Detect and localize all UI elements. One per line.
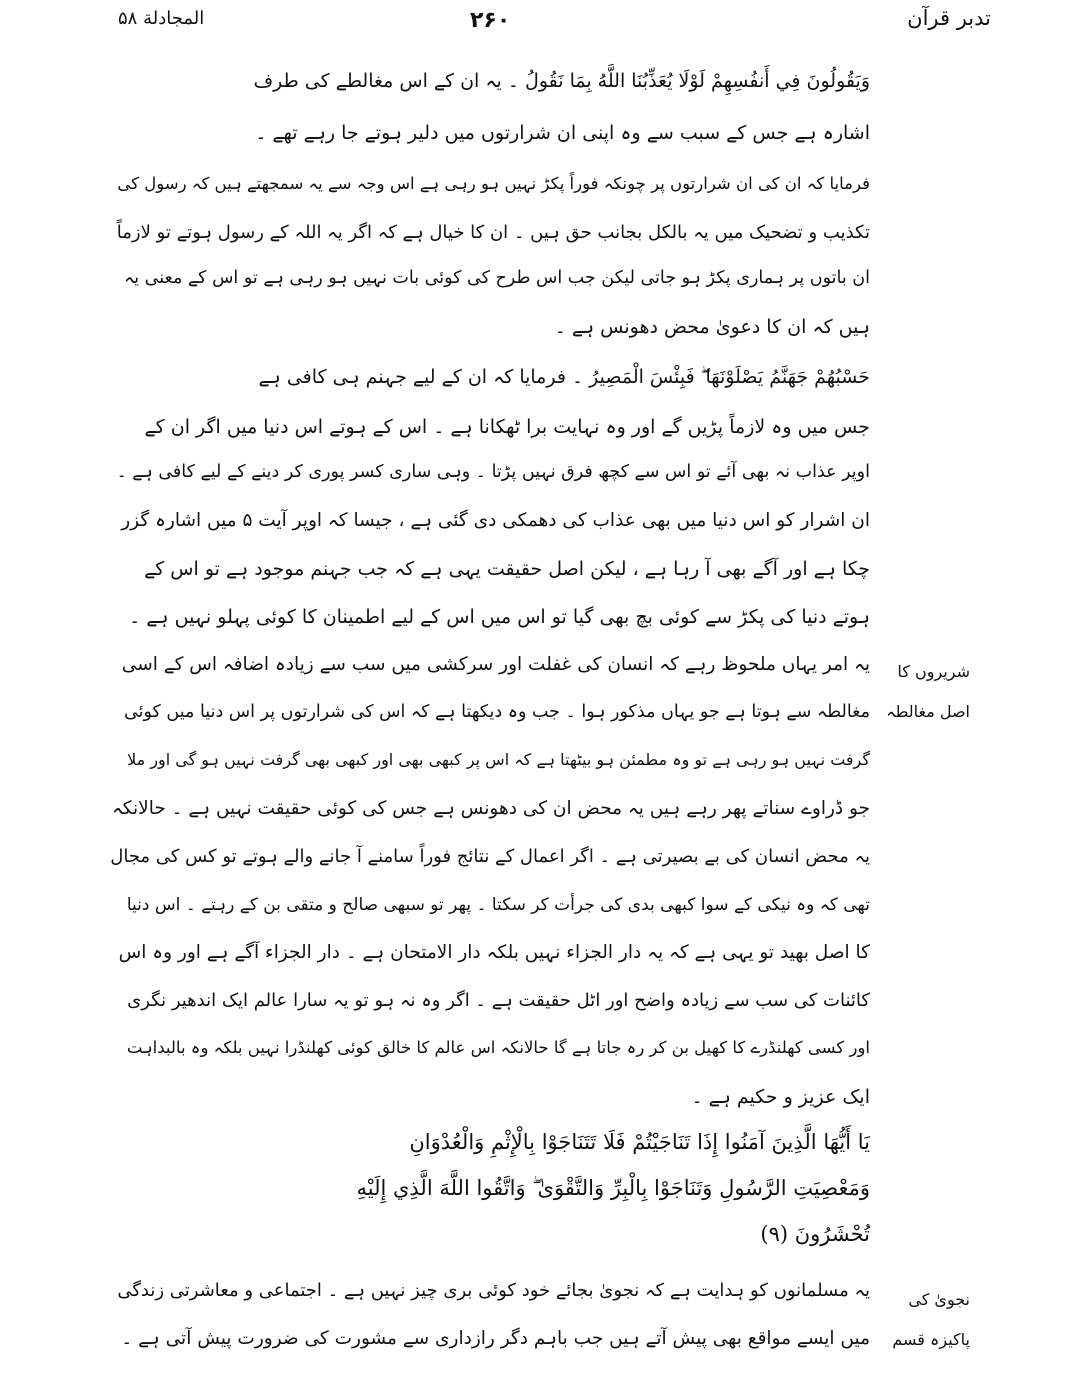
side-note-line: پاکیزہ قسم bbox=[892, 1330, 970, 1349]
text-line: میں ایسے مواقع بھی پیش آتے ہیں جب باہم دگر رازداری سے مشورت کی ضرورت پیش آتی ہے ۔ bbox=[121, 1328, 870, 1349]
text-line: اوپر عذاب نہ بھی آئے تو اس سے کچھ فرق نہیں پڑتا ۔ وہی ساری کسر پوری کر دینے کے لیے کافی ہے ۔ bbox=[116, 462, 870, 482]
text-line: ایک عزیز و حکیم ہے ۔ bbox=[691, 1086, 870, 1108]
text-line: فرمایا کہ ان کی ان شرارتوں پر چونکہ فوراً پکڑ نہیں ہو رہی ہے اس وجہ سے یہ سمجھتے ہیں کہ رسول کی bbox=[117, 174, 870, 193]
text-line: ہیں کہ ان کا دعویٰ محض دھونس ہے ۔ bbox=[554, 316, 870, 338]
page-header bbox=[0, 6, 1071, 46]
closing-text-block bbox=[110, 1280, 870, 1380]
side-note-line: اصل مغالطہ bbox=[886, 702, 970, 721]
side-note-najwa bbox=[880, 1280, 970, 1360]
text-line: یہ امر یہاں ملحوظ رہے کہ انسان کی غفلت اور سرکشی میں سب سے زیادہ اضافہ اس کے اسی bbox=[121, 654, 870, 675]
text-line: وَيَقُولُونَ فِي أَنفُسِهِمْ لَوْلَا يُعَذِّبُنَا اللَّهُ بِمَا نَقُولُ ۔ یہ ان کے اس مغالطے کی طرف bbox=[253, 70, 870, 92]
book-title: تدبر قرآن bbox=[907, 6, 991, 30]
main-text-block bbox=[110, 70, 870, 1130]
side-note-misconception bbox=[880, 652, 970, 732]
text-line: جس میں وہ لازماً پڑیں گے اور وہ نہایت برا ٹھکانا ہے ۔ اس کے ہوتے اس دنیا میں اگر ان کے bbox=[144, 416, 870, 438]
text-line: مغالطہ سے ہوتا ہے جو یہاں مذکور ہوا ۔ جب وہ دیکھتا ہے کہ اس کی شرارتوں پر اس دنیا میں کوئی bbox=[124, 702, 870, 722]
text-line: اشارہ ہے جس کے سبب سے وہ اپنی ان شرارتوں میں دلیر ہوتے جا رہے تھے ۔ bbox=[255, 122, 870, 144]
side-note-line: نجویٰ کی bbox=[908, 1290, 970, 1309]
verse-line: تُحْشَرُونَ (٩) bbox=[760, 1222, 870, 1246]
text-line: تھی کہ وہ نیکی کے سوا کبھی بدی کی جرأت کر سکتا ۔ پھر تو سبھی صالح و متقی بن کے رہتے ۔ اس دنیا bbox=[126, 895, 870, 915]
text-line: یہ مسلمانوں کو ہدایت ہے کہ نجویٰ بجائے خود کوئی بری چیز نہیں ہے ۔ اجتماعی و معاشرتی زندگی bbox=[117, 1280, 870, 1301]
surah-name: المجادلة ۵۸ bbox=[118, 8, 205, 29]
text-line: تکذیب و تضحیک میں یہ بالکل بجانب حق ہیں ۔ ان کا خیال ہے کہ اگر یہ اللہ کے رسول ہوتے تو لازماً bbox=[116, 222, 870, 243]
quran-verse-block bbox=[110, 1130, 870, 1260]
verse-line: يَا أَيُّهَا الَّذِينَ آمَنُوا إِذَا تَنَاجَيْتُمْ فَلَا تَتَنَاجَوْا بِالْإِثْمِ وَالْعُدْوَانِ bbox=[409, 1130, 870, 1154]
text-line: کائنات کی سب سے زیادہ واضح اور اٹل حقیقت ہے ۔ اگر وہ نہ ہو تو یہ سارا عالم ایک اندھیر نگری bbox=[127, 990, 870, 1011]
text-line: چکا ہے اور آگے بھی آ رہا ہے ، لیکن اصل حقیقت یہی ہے کہ جب جہنم موجود ہے تو اس کے bbox=[144, 558, 870, 580]
text-line: جو ڈراوے سناتے پھر رہے ہیں یہ محض ان کی دھونس ہے جس کی کوئی حقیقت نہیں ہے ۔ حالانکہ bbox=[111, 798, 870, 819]
text-line: ان اشرار کو اس دنیا میں بھی عذاب کی دھمکی دی گئی ہے ، جیسا کہ اوپر آیت ۵ میں اشارہ گزر bbox=[121, 510, 870, 531]
text-line: یہ محض انسان کی بے بصیرتی ہے ۔ اگر اعمال کے نتائج فوراً سامنے آ جانے والے ہوتے تو کس کی مجال bbox=[110, 846, 870, 867]
text-line: کا اصل بھید تو یہی ہے کہ یہ دار الجزاء نہیں بلکہ دار الامتحان ہے ۔ دار الجزاء آگے ہے اور وہ اس bbox=[118, 942, 870, 963]
verse-line: وَمَعْصِيَتِ الرَّسُولِ وَتَنَاجَوْا بِالْبِرِّ وَالتَّقْوَىٰ ۖ وَاتَّقُوا اللَّهَ الَّذِي إِلَيْهِ bbox=[356, 1176, 870, 1200]
text-line: ہوتے دنیا کی پکڑ سے کوئی بچ بھی گیا تو اس میں اس کے لیے اطمینان کا کوئی پہلو نہیں ہے ۔ bbox=[129, 606, 870, 628]
text-line: اور کسی کھلنڈرے کا کھیل بن کر رہ جاتا ہے گا حالانکہ اس عالم کا خالق کوئی کھلنڈرا نہیں بلکہ وہ بالبداہت bbox=[126, 1038, 870, 1057]
side-note-line: شریروں کا bbox=[897, 662, 970, 681]
text-line: ان باتوں پر ہماری پکڑ ہو جاتی لیکن جب اس طرح کی کوئی بات نہیں ہو رہی ہے تو اس کے معنی یہ bbox=[123, 268, 870, 288]
text-line: حَسْبُهُمْ جَهَنَّمُ يَصْلَوْنَهَا ۖ فَبِئْسَ الْمَصِيرُ ۔ فرمایا کہ ان کے لیے جہنم ہی کافی ہے bbox=[258, 366, 870, 388]
page-number: ۲۶۰ bbox=[470, 8, 511, 33]
text-line: گرفت نہیں ہو رہی ہے تو وہ مطمئن ہو بیٹھتا ہے کہ اس پر کبھی بھی اور کبھی بھی گرفت نہیں ہو گی اور ملا bbox=[127, 750, 870, 769]
